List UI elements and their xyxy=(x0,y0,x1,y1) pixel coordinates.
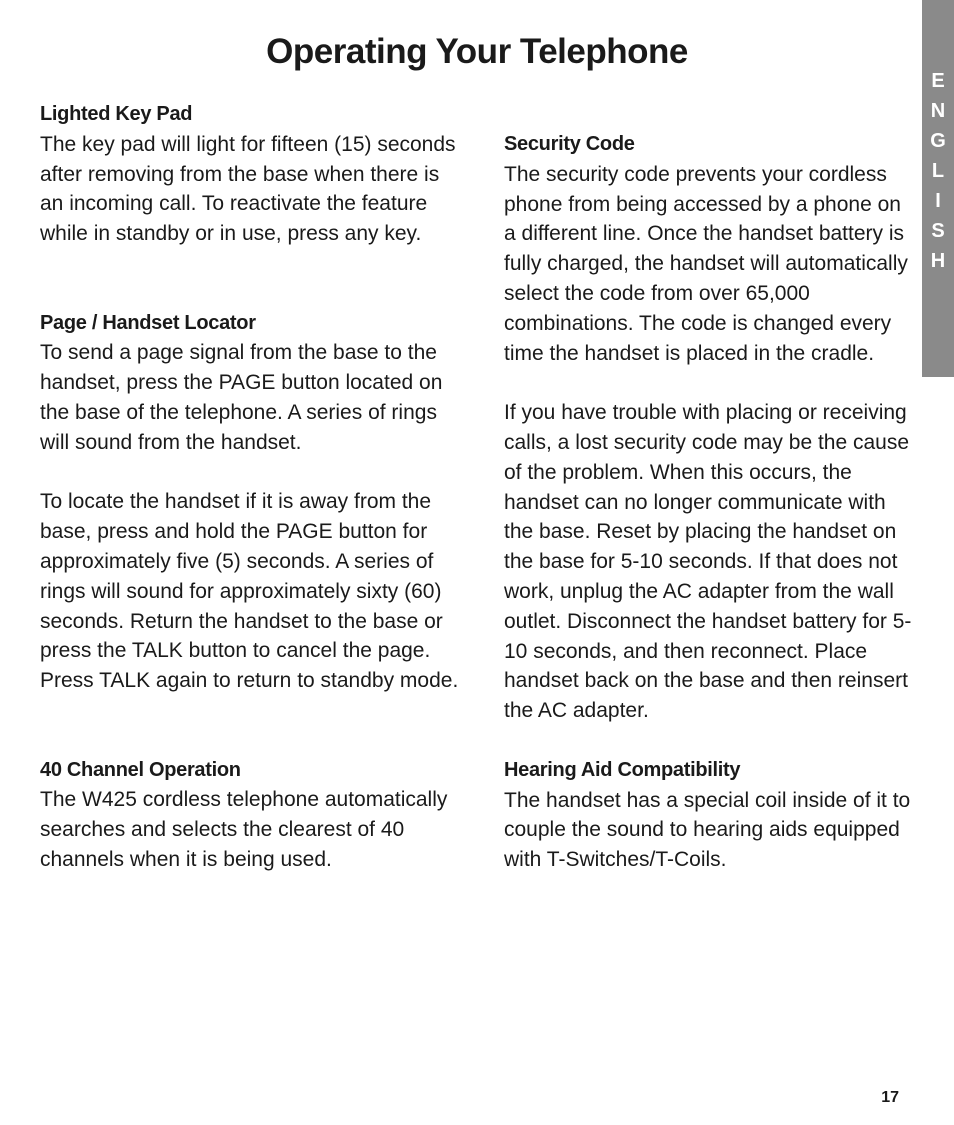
language-tab-letter: S xyxy=(931,220,945,242)
language-tab-letter: L xyxy=(931,160,945,182)
section-body: The security code prevents your cordless phone from being accessed by a phone on a different line. Once the handset battery is fully charged, the handset will automatically select the code from over 65,000 combinations. The code is changed every time the handset is placed in the cradle. xyxy=(504,162,908,365)
section-heading: 40 Channel Operation xyxy=(40,758,241,781)
page-title: Operating Your Telephone xyxy=(266,32,688,71)
section-heading: Page / Handset Locator xyxy=(40,311,256,334)
section-body: If you have trouble with placing or receiving calls, a lost security code may be the cause of the problem. When this occurs, the handset can no longer communicate with the base. Reset by placing the handset on the base for 5-10 seconds. If that does not work, unplug the AC adapter from the wall outlet. Disconnect the handset battery for 5-10 seconds, and then reconnect. Place handset back on the base and then reinsert the AC adapter. xyxy=(504,401,912,723)
section-heading: Security Code xyxy=(504,133,635,155)
section-heading: Hearing Aid Compatibility xyxy=(504,758,741,781)
language-tab-letter: I xyxy=(935,190,941,212)
section-security-code xyxy=(504,130,916,726)
section-lighted-key-pad xyxy=(40,100,460,249)
section-hearing-aid-compatibility xyxy=(504,756,916,875)
language-tab-letter: G xyxy=(930,130,946,152)
section-body: To send a page signal from the base to the handset, press the PAGE button located on the base of the telephone. A series of rings will sound from the handset. xyxy=(40,341,443,454)
language-tab-letter: N xyxy=(930,100,946,122)
language-tab xyxy=(922,0,954,377)
section-heading: Lighted Key Pad xyxy=(40,103,193,125)
language-tab-letter: H xyxy=(930,250,946,272)
language-tab-letter: E xyxy=(931,70,945,92)
section-40-channel-operation xyxy=(40,756,460,875)
page-number: 17 xyxy=(881,1089,899,1106)
left-column xyxy=(40,100,460,875)
right-column xyxy=(504,130,916,875)
section-body: To locate the handset if it is away from the base, press and hold the PAGE button for approximately five (5) seconds. A series of rings will sound for approximately sixty (60) seconds. Return the handset to the base or press the TALK button to cancel the page. Press TALK again to return to standby mode. xyxy=(40,490,459,693)
section-body: The handset has a special coil inside of it to couple the sound to hearing aids equipped with T-Switches/T-Coils. xyxy=(504,788,911,872)
section-body: The key pad will light for fifteen (15) seconds after removing from the base when there is an incoming call. To reactivate the feature while in standby or in use, press any key. xyxy=(40,132,456,246)
section-body: The W425 cordless telephone automatically searches and selects the clearest of 40 channels when it is being used. xyxy=(40,788,448,871)
section-page-handset-locator xyxy=(40,309,460,696)
